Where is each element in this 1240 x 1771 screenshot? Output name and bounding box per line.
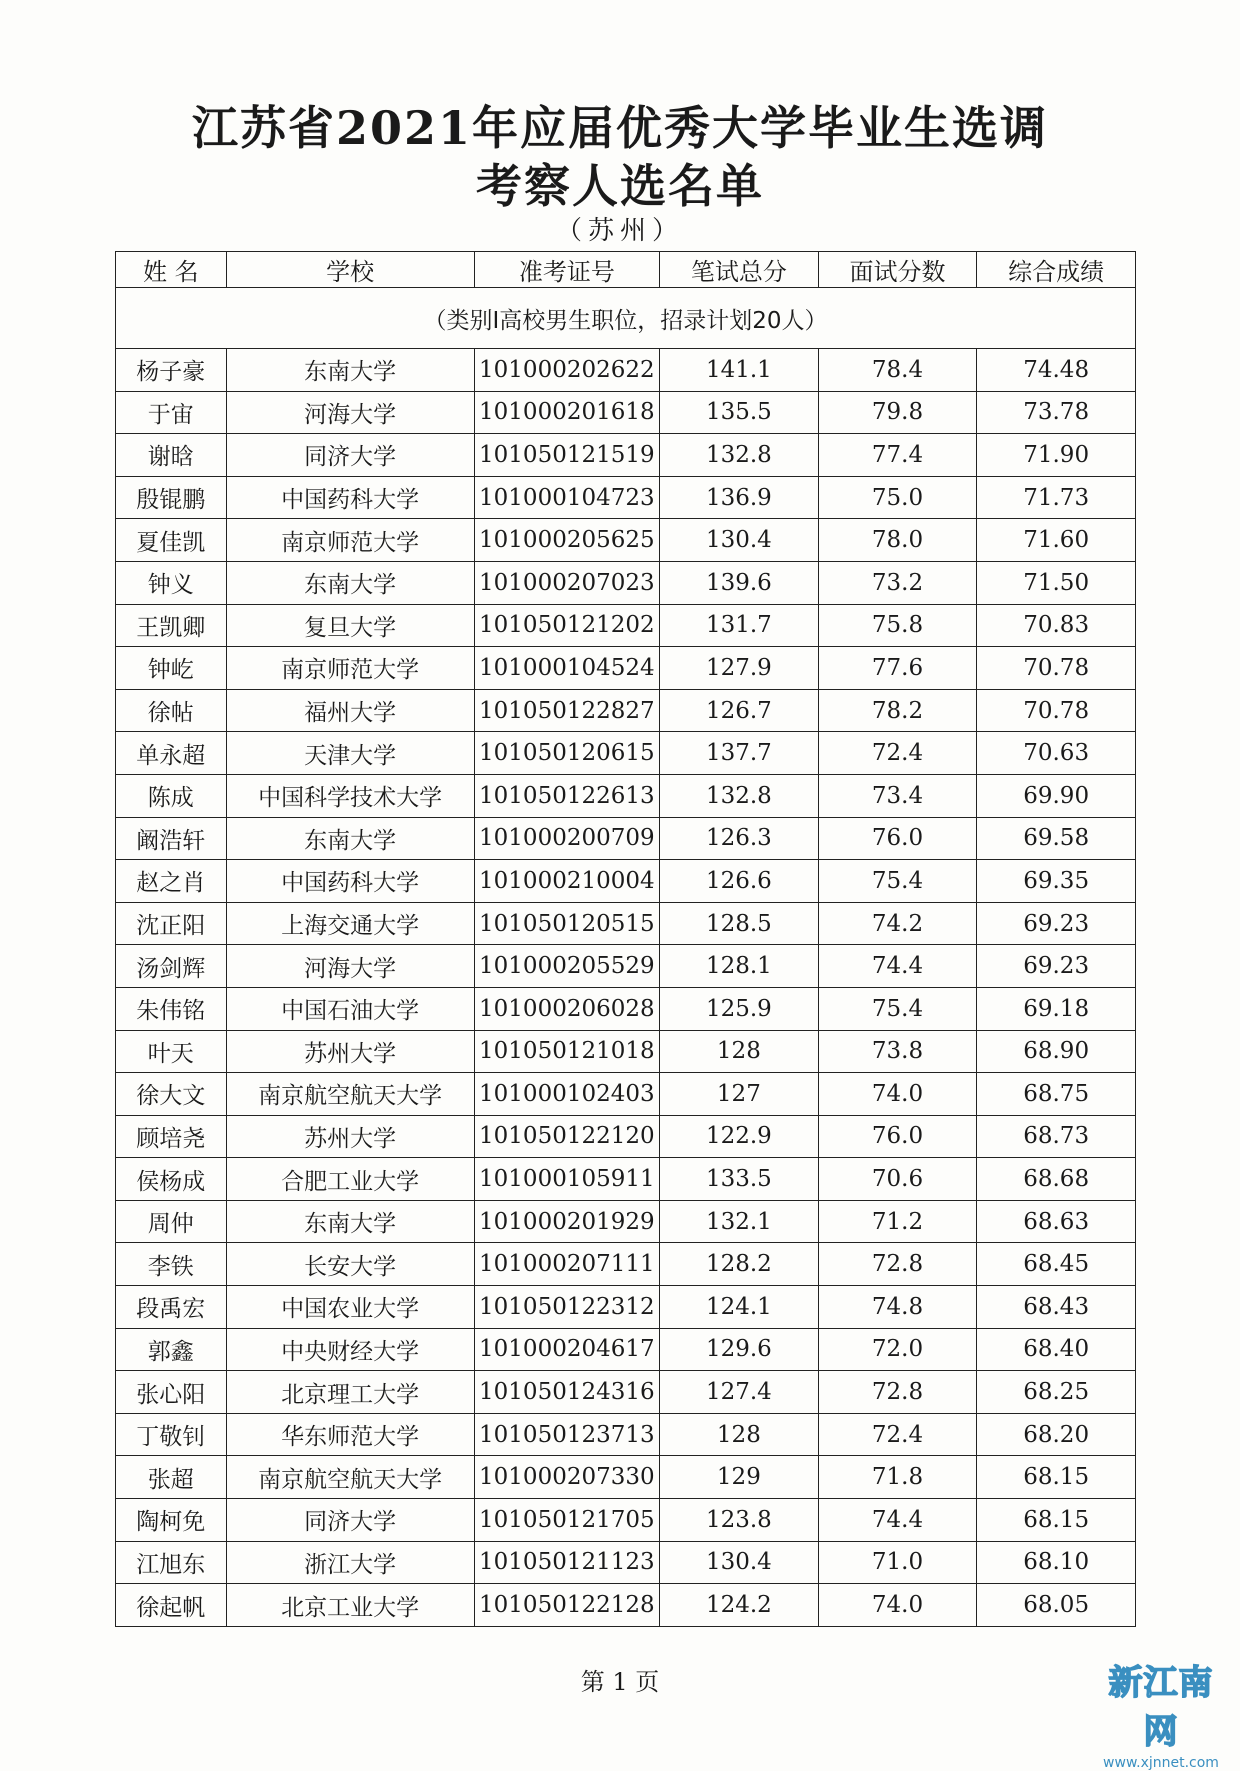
cell-name: 王凯卿 (116, 604, 227, 647)
cell-total-score: 68.63 (977, 1200, 1136, 1243)
cell-interview-score: 70.6 (818, 1158, 977, 1201)
table-row (116, 1158, 1136, 1201)
cell-school: 浙江大学 (226, 1541, 474, 1584)
cell-school: 东南大学 (226, 349, 474, 392)
header-school: 学校 (226, 252, 474, 288)
cell-written-score: 127.4 (660, 1371, 819, 1414)
header-written-score: 笔试总分 (660, 252, 819, 288)
cell-school: 北京理工大学 (226, 1371, 474, 1414)
cell-school: 南京航空航天大学 (226, 1073, 474, 1116)
cell-school: 长安大学 (226, 1243, 474, 1286)
cell-interview-score: 75.4 (818, 987, 977, 1030)
cell-name: 丁敬钊 (116, 1413, 227, 1456)
table-row (116, 561, 1136, 604)
cell-written-score: 139.6 (660, 561, 819, 604)
cell-name: 徐大文 (116, 1073, 227, 1116)
table-row (116, 774, 1136, 817)
cell-total-score: 69.18 (977, 987, 1136, 1030)
table-row (116, 1456, 1136, 1499)
cell-exam-number: 101000104723 (474, 476, 659, 519)
watermark-url: www.xjnnet.com (1103, 1755, 1219, 1771)
cell-name: 徐起帆 (116, 1584, 227, 1627)
category-row (116, 288, 1136, 349)
cell-school: 合肥工业大学 (226, 1158, 474, 1201)
cell-exam-number: 101000207111 (474, 1243, 659, 1286)
cell-school: 同济大学 (226, 434, 474, 477)
cell-interview-score: 71.2 (818, 1200, 977, 1243)
cell-school: 苏州大学 (226, 1115, 474, 1158)
cell-name: 张超 (116, 1456, 227, 1499)
cell-total-score: 68.05 (977, 1584, 1136, 1627)
cell-name: 朱伟铭 (116, 987, 227, 1030)
cell-total-score: 68.10 (977, 1541, 1136, 1584)
table-body (116, 349, 1136, 1627)
cell-interview-score: 75.4 (818, 860, 977, 903)
cell-interview-score: 77.4 (818, 434, 977, 477)
table-row (116, 391, 1136, 434)
cell-name: 单永超 (116, 732, 227, 775)
cell-interview-score: 72.4 (818, 732, 977, 775)
cell-written-score: 126.6 (660, 860, 819, 903)
cell-exam-number: 101000200709 (474, 817, 659, 860)
cell-exam-number: 101050120615 (474, 732, 659, 775)
cell-written-score: 128.1 (660, 945, 819, 988)
table-row (116, 732, 1136, 775)
cell-exam-number: 101050121519 (474, 434, 659, 477)
cell-exam-number: 101050121018 (474, 1030, 659, 1073)
cell-interview-score: 75.0 (818, 476, 977, 519)
cell-exam-number: 101050122827 (474, 689, 659, 732)
cell-interview-score: 78.4 (818, 349, 977, 392)
cell-exam-number: 101000205625 (474, 519, 659, 562)
table-row (116, 987, 1136, 1030)
cell-name: 郭鑫 (116, 1328, 227, 1371)
table-row (116, 817, 1136, 860)
cell-school: 天津大学 (226, 732, 474, 775)
cell-total-score: 71.50 (977, 561, 1136, 604)
cell-name: 钟义 (116, 561, 227, 604)
cell-total-score: 69.58 (977, 817, 1136, 860)
cell-exam-number: 101000207330 (474, 1456, 659, 1499)
cell-name: 张心阳 (116, 1371, 227, 1414)
cell-exam-number: 101000201618 (474, 391, 659, 434)
cell-written-score: 124.1 (660, 1286, 819, 1329)
category-label: （类别I高校男生职位，招录计划20人） (116, 288, 1136, 349)
cell-name: 谢晗 (116, 434, 227, 477)
cell-interview-score: 72.8 (818, 1371, 977, 1414)
cell-total-score: 74.48 (977, 349, 1136, 392)
cell-written-score: 128 (660, 1030, 819, 1073)
cell-name: 陈成 (116, 774, 227, 817)
cell-exam-number: 101000210004 (474, 860, 659, 903)
cell-total-score: 68.40 (977, 1328, 1136, 1371)
table-row (116, 902, 1136, 945)
cell-name: 周仲 (116, 1200, 227, 1243)
cell-written-score: 122.9 (660, 1115, 819, 1158)
cell-written-score: 123.8 (660, 1499, 819, 1542)
cell-interview-score: 71.0 (818, 1541, 977, 1584)
cell-written-score: 132.1 (660, 1200, 819, 1243)
cell-written-score: 132.8 (660, 774, 819, 817)
cell-written-score: 136.9 (660, 476, 819, 519)
cell-name: 汤剑辉 (116, 945, 227, 988)
cell-written-score: 127 (660, 1073, 819, 1116)
cell-name: 于宙 (116, 391, 227, 434)
cell-name: 沈正阳 (116, 902, 227, 945)
cell-name: 徐帖 (116, 689, 227, 732)
cell-written-score: 124.2 (660, 1584, 819, 1627)
cell-interview-score: 79.8 (818, 391, 977, 434)
cell-name: 阚浩轩 (116, 817, 227, 860)
cell-total-score: 69.35 (977, 860, 1136, 903)
cell-school: 河海大学 (226, 391, 474, 434)
cell-total-score: 70.78 (977, 647, 1136, 690)
header-name: 姓 名 (116, 252, 227, 288)
cell-written-score: 125.9 (660, 987, 819, 1030)
cell-interview-score: 73.4 (818, 774, 977, 817)
table-row (116, 1243, 1136, 1286)
table-row (116, 1584, 1136, 1627)
table-row (116, 476, 1136, 519)
cell-school: 中国石油大学 (226, 987, 474, 1030)
document-subtitle: （苏州） (555, 216, 684, 246)
cell-name: 殷锟鹏 (116, 476, 227, 519)
cell-school: 复旦大学 (226, 604, 474, 647)
cell-interview-score: 76.0 (818, 1115, 977, 1158)
document-title-line1: 江苏省2021年应届优秀大学毕业生选调 (191, 101, 1049, 155)
table-row (116, 1541, 1136, 1584)
cell-exam-number: 101050123713 (474, 1413, 659, 1456)
cell-exam-number: 101050122120 (474, 1115, 659, 1158)
cell-school: 中国药科大学 (226, 860, 474, 903)
cell-interview-score: 71.8 (818, 1456, 977, 1499)
cell-total-score: 68.90 (977, 1030, 1136, 1073)
cell-name: 陶柯免 (116, 1499, 227, 1542)
watermark-logo-text: 新江南网 (1108, 1663, 1214, 1752)
cell-school: 中央财经大学 (226, 1328, 474, 1371)
cell-school: 东南大学 (226, 1200, 474, 1243)
cell-school: 华东师范大学 (226, 1413, 474, 1456)
header-exam-number: 准考证号 (474, 252, 659, 288)
cell-interview-score: 74.0 (818, 1584, 977, 1627)
cell-exam-number: 101050124316 (474, 1371, 659, 1414)
cell-school: 中国科学技术大学 (226, 774, 474, 817)
cell-written-score: 129.6 (660, 1328, 819, 1371)
cell-interview-score: 72.4 (818, 1413, 977, 1456)
cell-exam-number: 101050122613 (474, 774, 659, 817)
cell-written-score: 128.5 (660, 902, 819, 945)
cell-school: 河海大学 (226, 945, 474, 988)
table-row (116, 945, 1136, 988)
cell-total-score: 69.23 (977, 945, 1136, 988)
cell-exam-number: 101050121202 (474, 604, 659, 647)
cell-interview-score: 73.8 (818, 1030, 977, 1073)
cell-name: 夏佳凯 (116, 519, 227, 562)
cell-exam-number: 101000206028 (474, 987, 659, 1030)
cell-total-score: 71.60 (977, 519, 1136, 562)
cell-name: 杨子豪 (116, 349, 227, 392)
table-row (116, 604, 1136, 647)
cell-exam-number: 101050120515 (474, 902, 659, 945)
cell-exam-number: 101000205529 (474, 945, 659, 988)
cell-name: 段禹宏 (116, 1286, 227, 1329)
cell-exam-number: 101000102403 (474, 1073, 659, 1116)
table-row (116, 1030, 1136, 1073)
cell-school: 东南大学 (226, 817, 474, 860)
cell-total-score: 71.90 (977, 434, 1136, 477)
cell-total-score: 70.83 (977, 604, 1136, 647)
cell-school: 同济大学 (226, 1499, 474, 1542)
cell-total-score: 68.15 (977, 1456, 1136, 1499)
table-row (116, 434, 1136, 477)
cell-exam-number: 101050122128 (474, 1584, 659, 1627)
cell-name: 李铁 (116, 1243, 227, 1286)
cell-total-score: 68.15 (977, 1499, 1136, 1542)
cell-total-score: 69.90 (977, 774, 1136, 817)
cell-written-score: 128.2 (660, 1243, 819, 1286)
table-row (116, 1499, 1136, 1542)
table-row (116, 1328, 1136, 1371)
cell-school: 上海交通大学 (226, 902, 474, 945)
cell-interview-score: 74.2 (818, 902, 977, 945)
cell-written-score: 127.9 (660, 647, 819, 690)
cell-school: 南京师范大学 (226, 647, 474, 690)
cell-total-score: 68.45 (977, 1243, 1136, 1286)
cell-written-score: 126.7 (660, 689, 819, 732)
cell-school: 北京工业大学 (226, 1584, 474, 1627)
cell-exam-number: 101050121705 (474, 1499, 659, 1542)
cell-written-score: 129 (660, 1456, 819, 1499)
cell-interview-score: 74.4 (818, 1499, 977, 1542)
cell-exam-number: 101000201929 (474, 1200, 659, 1243)
cell-total-score: 70.63 (977, 732, 1136, 775)
document-title-line2: 考察人选名单 (476, 159, 764, 213)
cell-interview-score: 74.8 (818, 1286, 977, 1329)
table-row (116, 1200, 1136, 1243)
cell-exam-number: 101050121123 (474, 1541, 659, 1584)
cell-total-score: 71.73 (977, 476, 1136, 519)
cell-written-score: 132.8 (660, 434, 819, 477)
table-header-row (116, 252, 1136, 288)
cell-total-score: 68.43 (977, 1286, 1136, 1329)
cell-total-score: 68.73 (977, 1115, 1136, 1158)
cell-name: 赵之肖 (116, 860, 227, 903)
cell-school: 中国药科大学 (226, 476, 474, 519)
table-row (116, 860, 1136, 903)
header-total-score: 综合成绩 (977, 252, 1136, 288)
page-number: 第 1 页 (580, 1668, 660, 1696)
cell-school: 福州大学 (226, 689, 474, 732)
cell-exam-number: 101000104524 (474, 647, 659, 690)
cell-school: 苏州大学 (226, 1030, 474, 1073)
cell-interview-score: 78.0 (818, 519, 977, 562)
table-row (116, 1371, 1136, 1414)
cell-exam-number: 101000105911 (474, 1158, 659, 1201)
cell-interview-score: 76.0 (818, 817, 977, 860)
cell-total-score: 70.78 (977, 689, 1136, 732)
cell-exam-number: 101000207023 (474, 561, 659, 604)
watermark-logo (1096, 1655, 1226, 1771)
table-row (116, 647, 1136, 690)
cell-total-score: 68.20 (977, 1413, 1136, 1456)
cell-total-score: 68.68 (977, 1158, 1136, 1201)
cell-name: 钟屹 (116, 647, 227, 690)
table-row (116, 689, 1136, 732)
cell-written-score: 141.1 (660, 349, 819, 392)
cell-total-score: 68.25 (977, 1371, 1136, 1414)
cell-written-score: 126.3 (660, 817, 819, 860)
cell-school: 南京航空航天大学 (226, 1456, 474, 1499)
cell-school: 东南大学 (226, 561, 474, 604)
cell-exam-number: 101050122312 (474, 1286, 659, 1329)
cell-written-score: 137.7 (660, 732, 819, 775)
cell-interview-score: 77.6 (818, 647, 977, 690)
cell-interview-score: 75.8 (818, 604, 977, 647)
table-row (116, 519, 1136, 562)
cell-name: 叶天 (116, 1030, 227, 1073)
cell-written-score: 128 (660, 1413, 819, 1456)
table-row (116, 1115, 1136, 1158)
cell-name: 江旭东 (116, 1541, 227, 1584)
cell-interview-score: 78.2 (818, 689, 977, 732)
candidate-table (115, 251, 1136, 1627)
table-row (116, 1286, 1136, 1329)
table-row (116, 349, 1136, 392)
cell-school: 中国农业大学 (226, 1286, 474, 1329)
cell-total-score: 68.75 (977, 1073, 1136, 1116)
cell-total-score: 73.78 (977, 391, 1136, 434)
cell-exam-number: 101000204617 (474, 1328, 659, 1371)
cell-interview-score: 73.2 (818, 561, 977, 604)
table-row (116, 1413, 1136, 1456)
cell-written-score: 135.5 (660, 391, 819, 434)
cell-exam-number: 101000202622 (474, 349, 659, 392)
cell-interview-score: 74.0 (818, 1073, 977, 1116)
cell-written-score: 133.5 (660, 1158, 819, 1201)
cell-interview-score: 74.4 (818, 945, 977, 988)
cell-written-score: 130.4 (660, 519, 819, 562)
cell-interview-score: 72.0 (818, 1328, 977, 1371)
header-interview-score: 面试分数 (818, 252, 977, 288)
cell-name: 侯杨成 (116, 1158, 227, 1201)
cell-total-score: 69.23 (977, 902, 1136, 945)
table-row (116, 1073, 1136, 1116)
cell-school: 南京师范大学 (226, 519, 474, 562)
cell-interview-score: 72.8 (818, 1243, 977, 1286)
cell-name: 顾培尧 (116, 1115, 227, 1158)
cell-written-score: 131.7 (660, 604, 819, 647)
cell-written-score: 130.4 (660, 1541, 819, 1584)
